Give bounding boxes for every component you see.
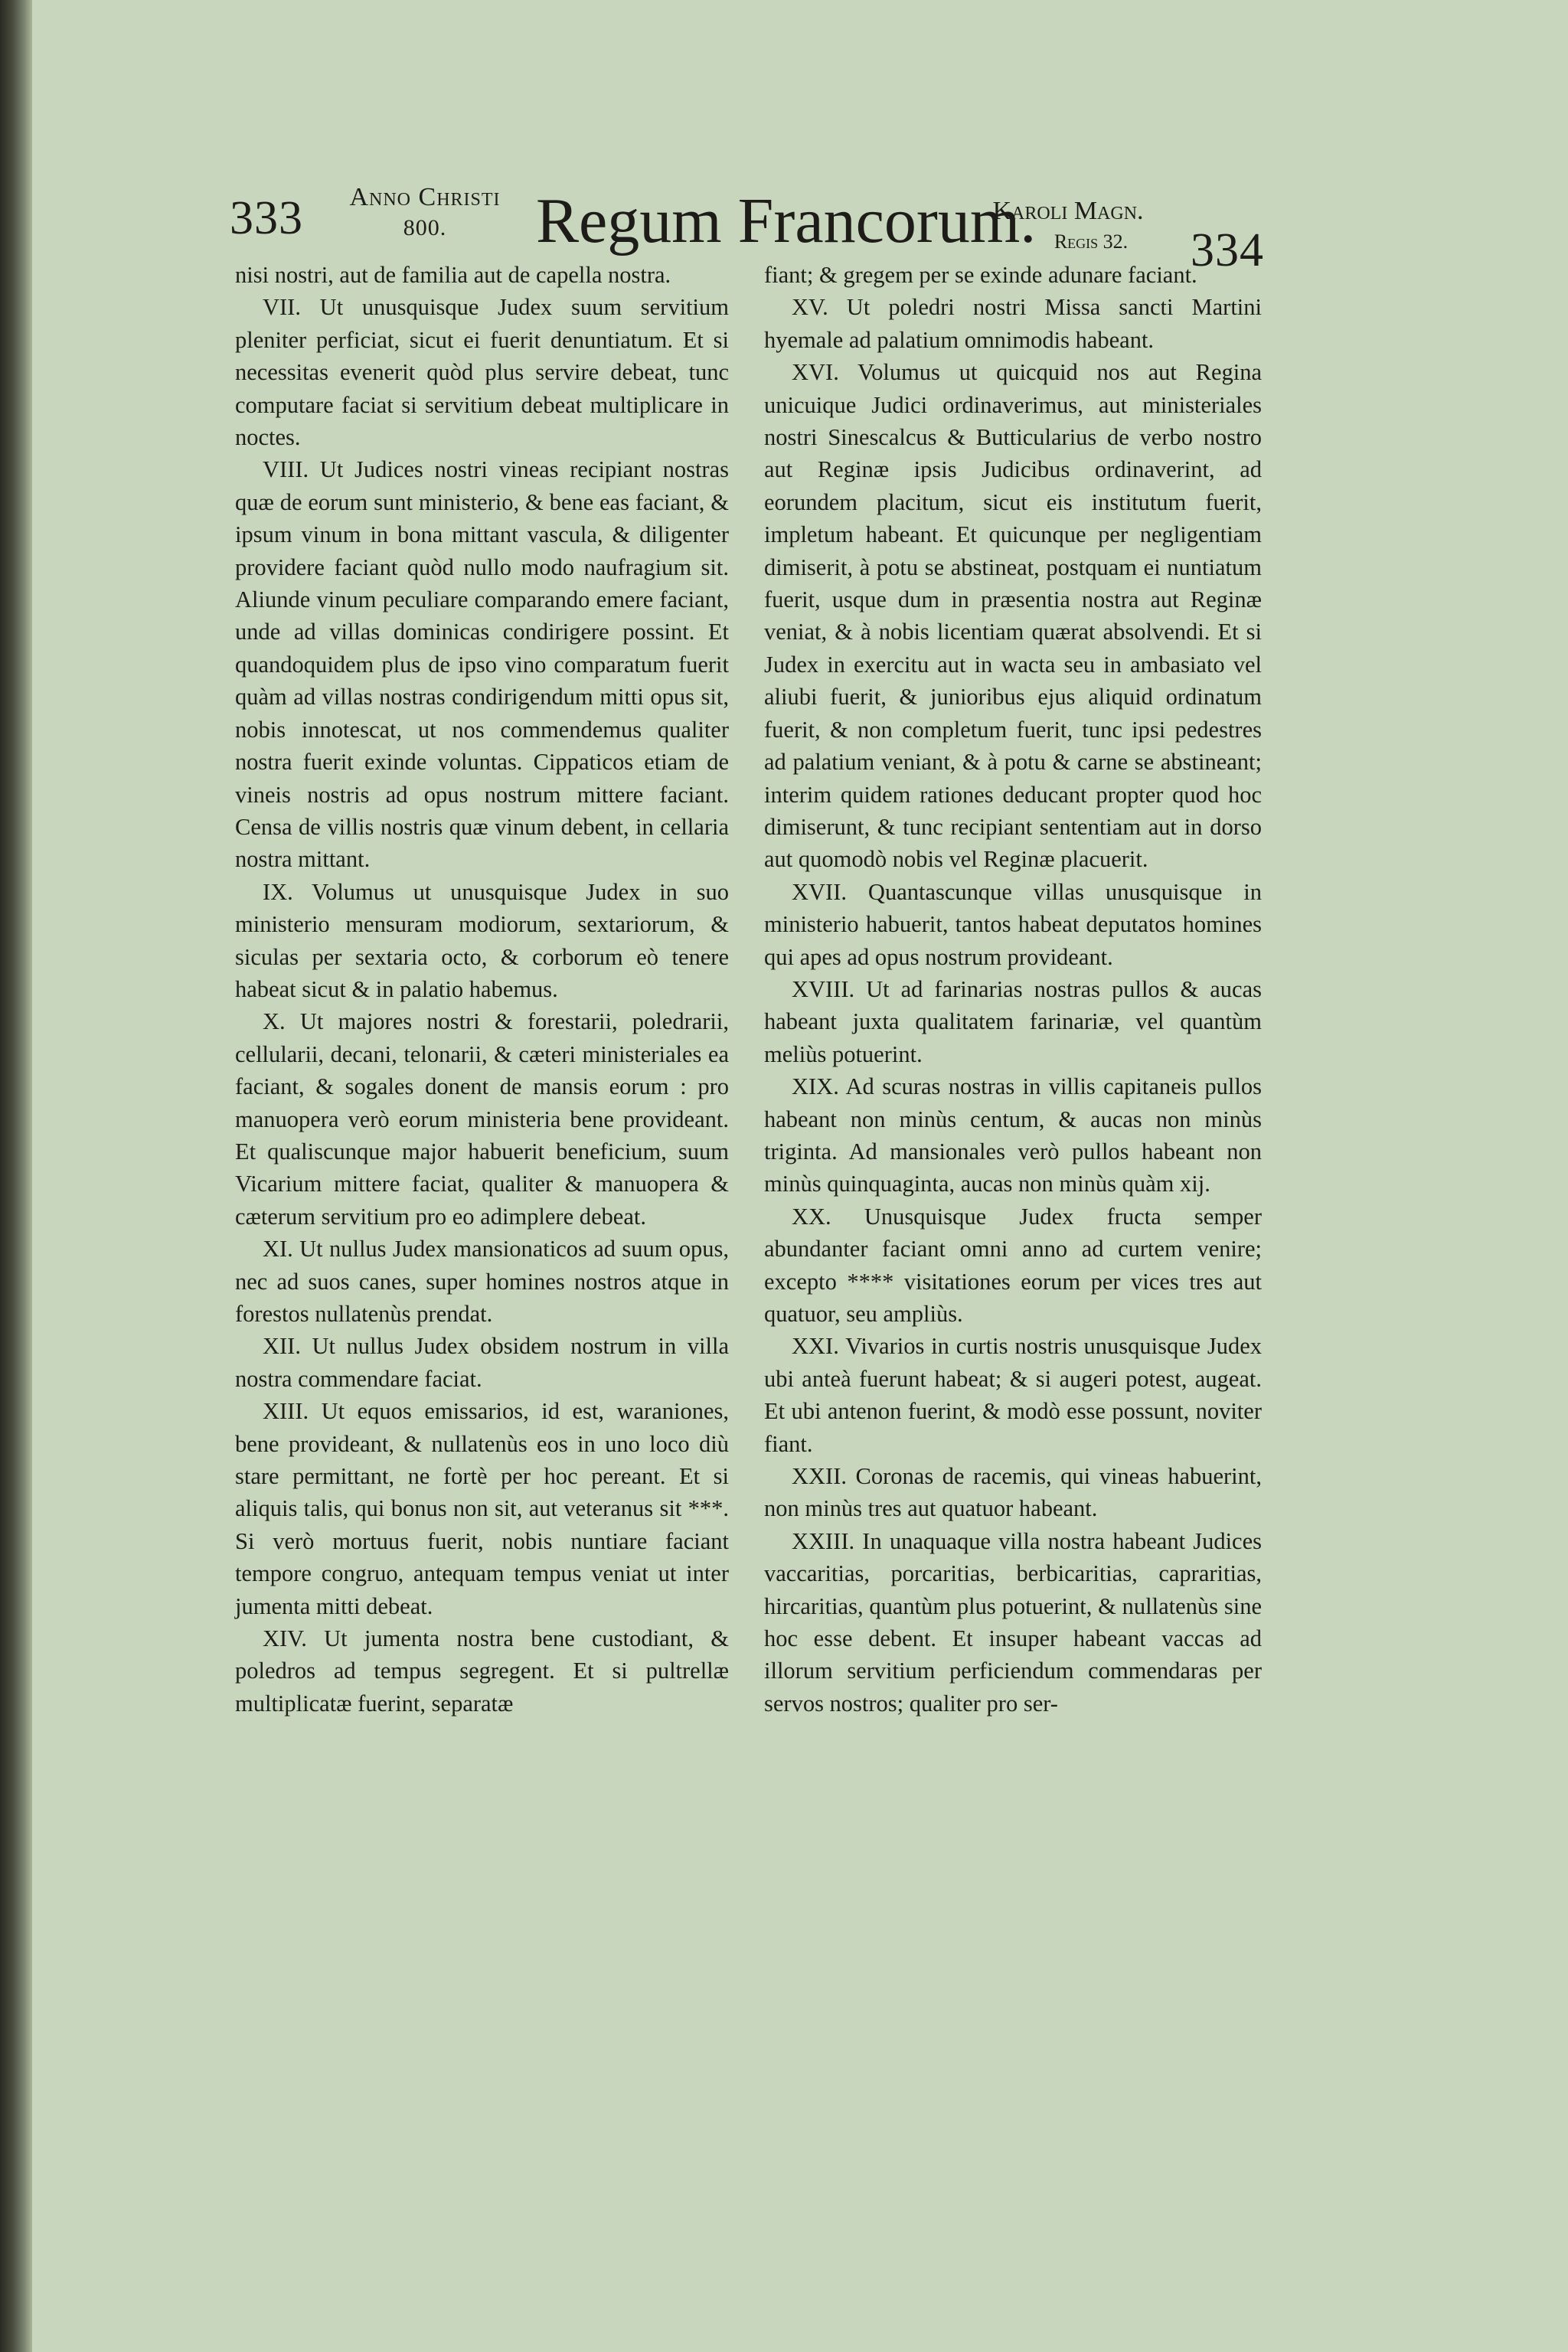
paragraph: XIX. Ad scuras nostras in villis capitaneis pullos habeant non minùs centum, & aucas non minùs triginta. Ad mansionales verò pullos habeant non minùs quinquaginta, aucas non minùs quàm xij. (764, 1073, 1262, 1197)
paragraph: VIII. Ut Judices nostri vineas recipiant nostras quæ de eorum sunt ministerio, & bene eas faciant, & ipsum vinum in bona mittant vascula, & diligenter providere faciant quòd nullo modo naufragium sit. Aliunde vinum peculiare comparando emere faciant, unde ad villas dominicas condirigere possint. Et quandoquidem plus de ipso vino comparatum fuerit quàm ad villas nostras condirigendum mitti opus sit, nobis innotescat, ut nos commendemus qualiter nostra fuerit exinde voluntas. Cippaticos etiam de vineis nostris ad opus nostrum mittere faciant. Censa de villis nostris quæ vinum debent, in cellaria nostra mittant. (235, 456, 729, 873)
paragraph: XII. Ut nullus Judex obsidem nostrum in villa nostra commendare faciat. (235, 1333, 729, 1392)
anno-christi-label: Anno Christi (349, 183, 501, 211)
anno-christi-heading (329, 182, 521, 243)
page-number-right: 334 (1191, 224, 1264, 276)
right-column (764, 259, 1262, 1720)
page-number-left: 333 (230, 192, 303, 244)
paragraph: XXIII. In unaquaque villa nostra habeant Judices vaccaritias, porcaritias, berbicaritias, capraritias, hircaritias, quantùm plus potuerint, & nullatenùs sine hoc esse debent. Et insuper habeant vaccas ad illorum servitium perficiendum commendaras per servos nostros; qualiter pro ser- (764, 1527, 1262, 1717)
karoli-heading (972, 196, 1164, 257)
regis-year: Regis 32. (1054, 230, 1129, 253)
paragraph: XV. Ut poledri nostri Missa sancti Martini hyemale ad palatium omnimodis habeant. (764, 294, 1262, 353)
karoli-label: Karoli Magn. (992, 197, 1144, 225)
paragraph: XVI. Volumus ut quicquid nos aut Regina unicuique Judici ordinaverimus, aut ministeriales nostri Sinescalcus & Butticularius de verbo nostro aut Reginæ ipsis Judicibus ordinaverint, ad eorundem placitum, sicut eis institutum fuerit, impletum habeant. Et quicunque per negligentiam dimiserit, à potu se abstineat, postquam ei nuntiatum fuerit, usque dum in præsentia nostra aut Reginæ veniat, & à nobis licentiam quærat absolvendi. Et si Judex in exercitu aut in wacta seu in ambasiato vel aliubi fuerit, & junioribus ejus aliquid ordinatum fuerit, & non completum fuerit, tunc ipsi pedestres ad palatium veniant, & à potu & carne se abstineant; interim quidem rationes deducant propter quod hoc dimiserunt, & tunc recipiant sententiam aut in dorso aut quomodò nobis vel Reginæ placuerit. (764, 359, 1262, 873)
paragraph: XIV. Ut jumenta nostra bene custodiant, & poledros ad tempus segregent. Et si pultrellæ multiplicatæ fuerint, separatæ (235, 1625, 729, 1717)
paragraph: XXI. Vivarios in curtis nostris unusquisque Judex ubi anteà fuerunt habeat; & si augeri potest, augeat. Et ubi antenon fuerint, & modò esse possunt, noviter fiant. (764, 1333, 1262, 1457)
paragraph: IX. Volumus ut unusquisque Judex in suo ministerio mensuram modiorum, sextariorum, & siculas per sextaria octo, & corborum eò tenere habeat sicut & in palatio habemus. (235, 878, 729, 1002)
running-title: Regum Francorum. (536, 185, 1037, 256)
paragraph: XXII. Coronas de racemis, qui vineas habuerint, non minùs tres aut quatuor habeant. (764, 1463, 1262, 1522)
paragraph: XI. Ut nullus Judex mansionaticos ad suum opus, nec ad suos canes, super homines nostros atque in forestos nullatenùs prendat. (235, 1236, 729, 1327)
book-spine-shadow (0, 0, 32, 2352)
paragraph: XIII. Ut equos emissarios, id est, waraniones, bene provideant, & nullatenùs eos in uno loco diù stare permittant, ne fortè per hoc pereant. Et si aliquis talis, qui bonus non sit, aut veteranus sit ***. Si verò mortuus fuerit, nobis nuntiare faciant tempore congruo, antequam tempus veniat ut inter jumenta mitti debeat. (235, 1398, 729, 1619)
paragraph: nisi nostri, aut de familia aut de capella nostra. (235, 262, 671, 288)
anno-christi-year: 800. (403, 215, 447, 240)
paragraph: XX. Unusquisque Judex fructa semper abundanter faciant omni anno ad curtem venire; excepto **** visitationes eorum per vices tres aut quatuor, seu ampliùs. (764, 1203, 1262, 1327)
paragraph: X. Ut majores nostri & forestarii, poledrarii, cellularii, decani, telonarii, & cæteri ministeriales ea faciant, & sogales donent de mansis eorum : pro manuopera verò eorum ministeria bene provideant. Et qualiscunque major habuerit beneficium, suum Vicarium mittere faciat, qualiter & manuopera & cæterum servitium pro eo adimplere debeat. (235, 1008, 729, 1230)
paragraph: VII. Ut unusquisque Judex suum servitium pleniter perficiat, sicut ei fuerit denuntiatum. Et si necessitas evenerit quòd plus servire debeat, tunc computare faciat si servitium debeat multiplicare in noctes. (235, 294, 729, 451)
paragraph: fiant; & gregem per se exinde adunare faciant. (764, 262, 1197, 288)
paragraph: XVIII. Ut ad farinarias nostras pullos & aucas habeant juxta qualitatem farinariæ, vel quantùm meliùs potuerint. (764, 975, 1262, 1067)
left-column (235, 259, 729, 1720)
paragraph: XVII. Quantascunque villas unusquisque in ministerio habuerit, tantos habeat deputatos homines qui apes ad opus nostrum provideant. (764, 878, 1262, 970)
